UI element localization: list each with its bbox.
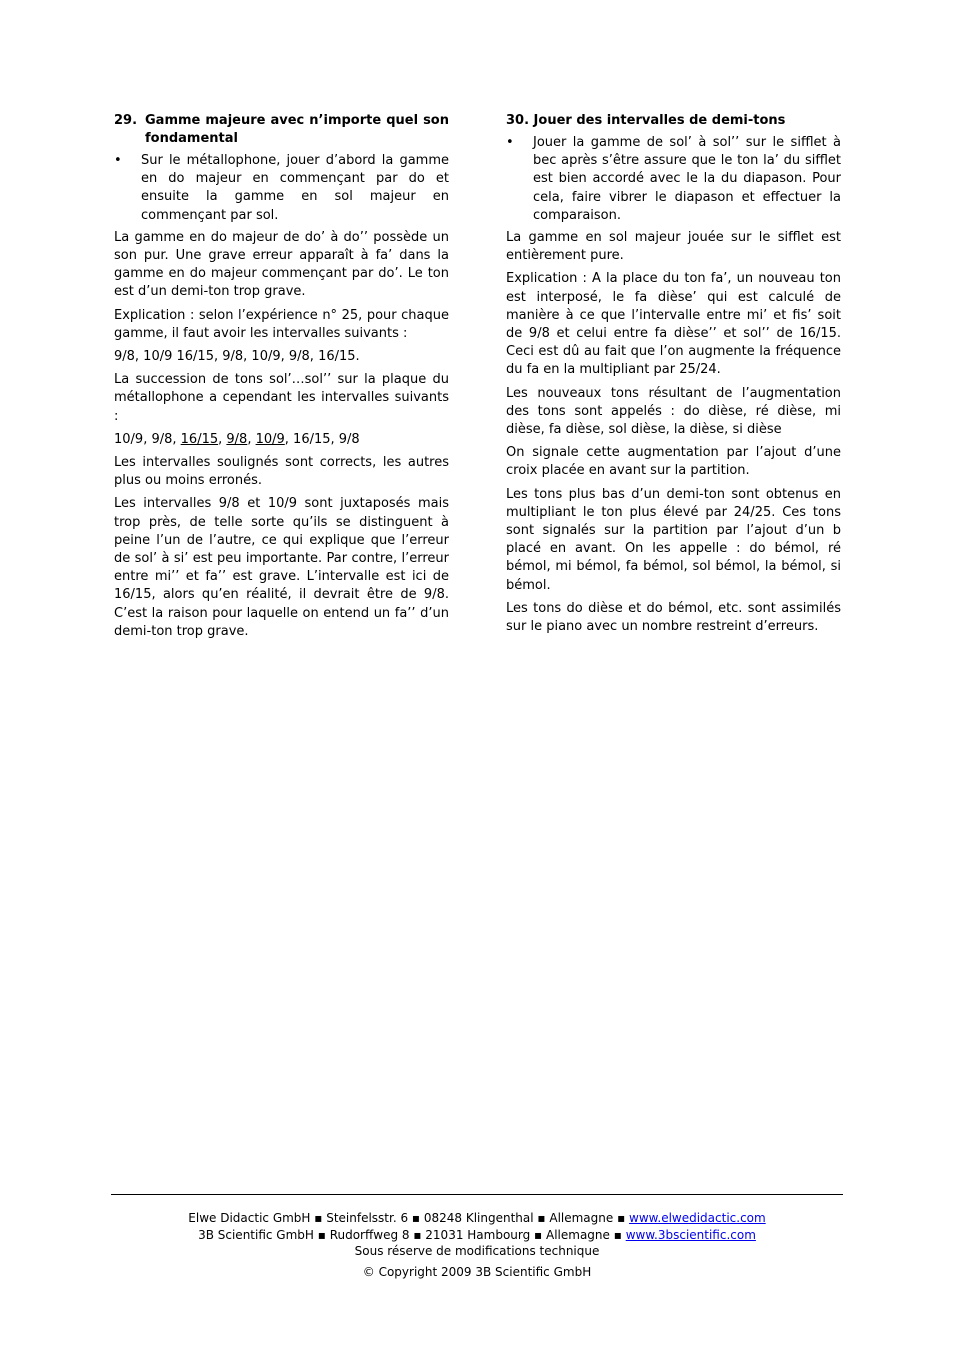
- seq-part: ,: [247, 431, 256, 447]
- seq-part: 10/9, 9/8,: [114, 431, 181, 447]
- section-30-paragraph-2: Explication : A la place du ton fa’, un nouveau ton est interposé, le fa dièse’ qui est calculé de manière à ce que l’intervalle entre mi’ et fis’ soit de 9/8 et celui entre fa dièse’’ et sol’’ de 16/15. Ceci est dû au fait que l’on augmente la fréquence du fa en la multipliant par 25/24.: [506, 271, 841, 378]
- elwedidactic-link[interactable]: www.elwedidactic.com: [629, 1211, 766, 1225]
- footer-line-1: [111, 1210, 843, 1227]
- section-29-paragraph-7: Les intervalles 9/8 et 10/9 sont juxtaposés mais trop près, de telle sorte qu’ils se distinguent à peine l’un de l’autre, ce qui explique que l’erreur de sol’ à si’ est peu importante. Par contre, l’erreur entre mi’’ et fa’’ est grave. L’intervalle est ici de 16/15, alors qu’en réalité, il devrait être de 9/8. C’est la raison pour laquelle on entend un fa’’ d’un demi-ton trop grave.: [114, 496, 449, 639]
- section-29-title: Gamme majeure avec n’importe quel son fondamental: [145, 113, 449, 146]
- right-column: [506, 112, 841, 641]
- section-29-paragraph-1: La gamme en do majeur de do’ à do’’ possède un son pur. Une grave erreur apparaît à fa’ dans la gamme en do majeur commençant par do’. Le ton est d’un demi-ton trop grave.: [114, 229, 449, 300]
- section-29-paragraph-2: Explication : selon l’expérience n° 25, pour chaque gamme, il faut avoir les intervalles suivants :: [114, 307, 449, 341]
- interval-sequence: [114, 431, 449, 449]
- section-30-heading: 30. Jouer des intervalles de demi-tons: [506, 113, 786, 128]
- section-29-paragraph-6: Les intervalles soulignés sont corrects, les autres plus ou moins erronés.: [114, 455, 449, 489]
- footer-address-3b: 3B Scientific GmbH ▪ Rudorffweg 8 ▪ 21031 Hambourg ▪ Allemagne ▪: [198, 1227, 626, 1242]
- 3bscientific-link[interactable]: www.3bscientific.com: [625, 1227, 756, 1242]
- copyright: © Copyright 2009 3B Scientific GmbH: [362, 1264, 592, 1279]
- footer: [111, 1210, 843, 1280]
- seq-underlined: 16/15: [180, 431, 219, 447]
- section-30-bullet-text: Jouer la gamme de sol’ à sol’’ sur le sifflet à bec après s’être assure que le ton la’ du sifflet est bien accordé avec le la du diapason. Pour cela, faire vibrer le diapason et effectuer la comparaison.: [533, 135, 841, 223]
- seq-part: , 16/15, 9/8: [284, 431, 360, 447]
- bullet-icon: •: [506, 135, 514, 150]
- section-29-heading: [114, 112, 449, 148]
- section-30-paragraph-6: Les tons do dièse et do bémol, etc. sont assimilés sur le piano avec un nombre restreint d’erreurs.: [506, 600, 841, 635]
- section-29-paragraph-4: La succession de tons sol’…sol’’ sur la plaque du métallophone a cependant les intervalles suivants :: [114, 372, 449, 424]
- footer-line-3: Sous réserve de modifications technique: [354, 1244, 600, 1258]
- footer-divider: [111, 1194, 843, 1195]
- seq-underlined: 9/8: [226, 431, 248, 447]
- seq-underlined: 10/9: [255, 431, 285, 447]
- section-30-paragraph-5: Les tons plus bas d’un demi-ton sont obtenus en multipliant le ton plus élevé par 24/25. Ces tons sont signalés sur la partition par l’ajout d’un b placé en avant. On les appelle : do bémol, ré bémol, mi bémol, fa bémol, sol bémol, la bémol, si bémol.: [506, 486, 841, 593]
- section-30-paragraph-3: Les nouveaux tons résultant de l’augmentation des tons sont appelés : do dièse, ré dièse, mi dièse, fa dièse, sol dièse, la dièse, si dièse: [506, 385, 841, 438]
- left-column: [114, 112, 449, 646]
- seq-part: ,: [218, 431, 227, 447]
- section-29-number: 29.: [114, 113, 138, 128]
- bullet-icon: •: [114, 153, 122, 168]
- section-30-bullet: [506, 134, 841, 225]
- section-29-bullet-text: Sur le métallophone, jouer d’abord la gamme en do majeur en commençant par do et ensuite la gamme en sol majeur en commençant par sol.: [141, 153, 449, 223]
- footer-address-elwe: Elwe Didactic GmbH ▪ Steinfelsstr. 6 ▪ 08248 Klingenthal ▪ Allemagne ▪: [188, 1211, 630, 1225]
- section-29-paragraph-3: 9/8, 10/9 16/15, 9/8, 10/9, 9/8, 16/15.: [114, 349, 360, 365]
- footer-line-2: [111, 1227, 843, 1244]
- section-29-bullet: [114, 152, 449, 225]
- section-30-paragraph-1: La gamme en sol majeur jouée sur le sifflet est entièrement pure.: [506, 230, 841, 264]
- section-30-paragraph-4: On signale cette augmentation par l’ajout d’une croix placée en avant sur la partition.: [506, 445, 841, 479]
